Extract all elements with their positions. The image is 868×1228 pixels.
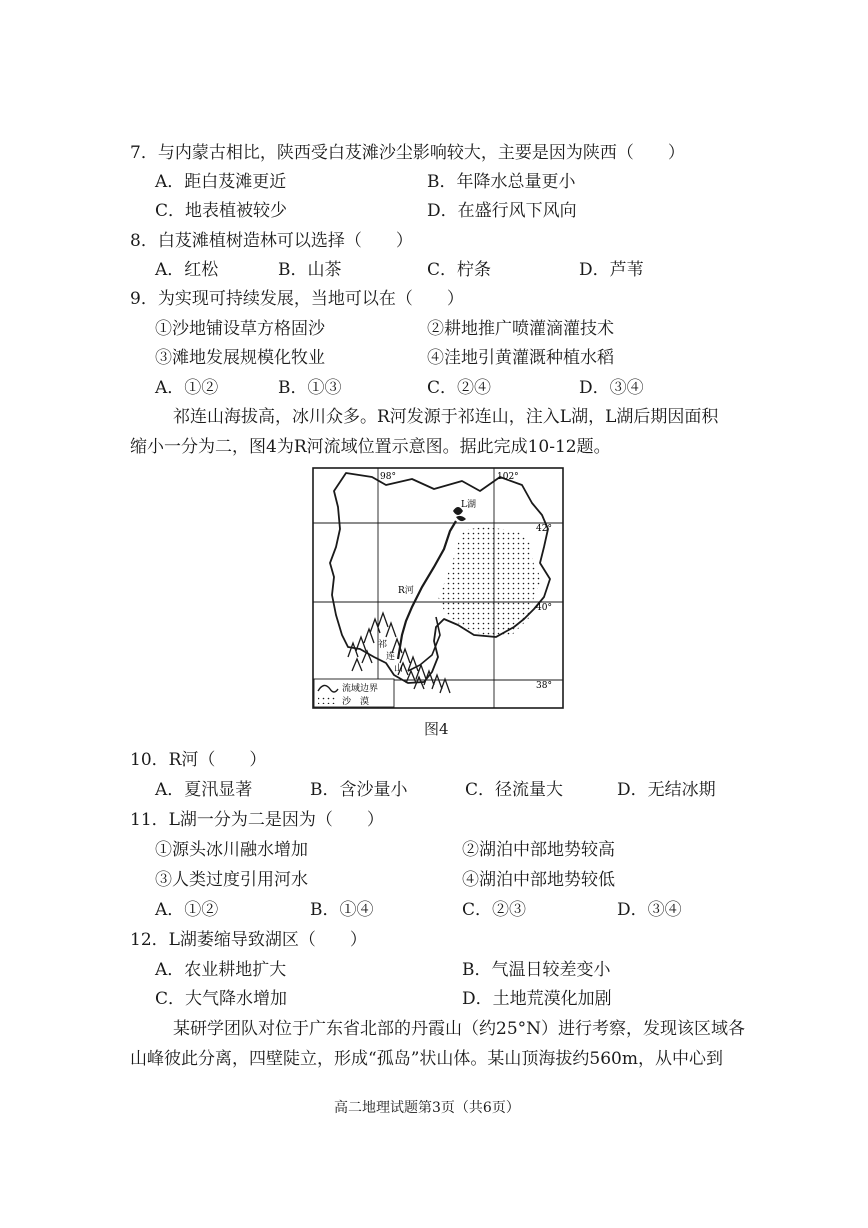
q11-statement-4: ④湖泊中部地势较低 xyxy=(462,870,615,890)
q10-option-b: B．含沙量小 xyxy=(310,780,408,800)
q11-option-d: D．③④ xyxy=(617,900,682,920)
q7-option-d: D．在盛行风下风向 xyxy=(427,201,577,221)
q12-option-d: D．土地荒漠化加剧 xyxy=(462,989,612,1009)
q9-statement-2: ②耕地推广喷灌滴灌技术 xyxy=(427,319,614,339)
q12-stem: 12．L湖萎缩导致湖区（ ） xyxy=(130,930,367,950)
passage1-line2: 缩小一分为二，图4为R河流域位置示意图。据此完成10-12题。 xyxy=(130,437,611,457)
lat-label-38: 38° xyxy=(536,681,552,691)
lon-label-98: 98° xyxy=(380,472,396,482)
passage2-line1: 某研学团队对位于广东省北部的丹霞山（约25°N）进行考察，发现该区域各 xyxy=(173,1019,746,1039)
q12-option-a: A．农业耕地扩大 xyxy=(155,960,287,980)
figure-caption: 图4 xyxy=(424,720,449,738)
q10-stem: 10．R河（ ） xyxy=(130,750,267,770)
q7-option-a: A．距白芨滩更近 xyxy=(155,172,287,192)
q12-option-b: B．气温日较差变小 xyxy=(462,960,611,980)
legend-desert-label: 沙 漠 xyxy=(342,697,370,707)
q7-stem: 7．与内蒙古相比，陕西受白芨滩沙尘影响较大，主要是因为陕西（ ） xyxy=(130,143,685,163)
q9-option-d: D．③④ xyxy=(579,378,644,398)
river-basin-map xyxy=(312,467,564,709)
q9-statement-4: ④洼地引黄灌溉种植水稻 xyxy=(427,348,614,368)
mountain-label-1: 祁 xyxy=(378,640,388,650)
q11-option-b: B．①④ xyxy=(310,900,374,920)
q8-option-a: A．红松 xyxy=(155,260,219,280)
q11-option-c: C．②③ xyxy=(462,900,527,920)
q7-option-c: C．地表植被较少 xyxy=(155,201,288,221)
lon-label-102: 102° xyxy=(497,472,519,482)
q12-option-c: C．大气降水增加 xyxy=(155,989,288,1009)
q10-option-a: A．夏汛显著 xyxy=(155,780,253,800)
q10-option-d: D．无结冰期 xyxy=(617,780,716,800)
q8-stem: 8．白芨滩植树造林可以选择（ ） xyxy=(130,231,413,251)
q9-statement-1: ①沙地铺设草方格固沙 xyxy=(155,319,325,339)
q11-statement-3: ③人类过度引用河水 xyxy=(155,870,308,890)
mountain-label-3: 山 xyxy=(394,664,404,674)
passage2-line2: 山峰彼此分离，四壁陡立，形成“孤岛”状山体。某山顶海拔约560m，从中心到 xyxy=(130,1049,723,1069)
passage1-line1: 祁连山海拔高，冰川众多。R河发源于祁连山，注入L湖，L湖后期因面积 xyxy=(173,407,719,427)
legend-boundary-label: 流域边界 xyxy=(342,684,379,694)
q9-option-b: B．①③ xyxy=(278,378,342,398)
mountain-label-2: 连 xyxy=(386,652,396,662)
legend-desert-symbol xyxy=(318,695,336,704)
q10-option-c: C．径流量大 xyxy=(465,780,564,800)
r-river-label: R河 xyxy=(398,586,414,596)
q11-option-a: A．①② xyxy=(155,900,219,920)
l-lake-label: L湖 xyxy=(461,500,476,510)
q7-option-b: B．年降水总量更小 xyxy=(427,172,576,192)
q9-stem: 9．为实现可持续发展，当地可以在（ ） xyxy=(130,289,464,309)
q11-statement-1: ①源头冰川融水增加 xyxy=(155,840,308,860)
q8-option-b: B．山茶 xyxy=(278,260,342,280)
q9-statement-3: ③滩地发展规模化牧业 xyxy=(155,348,325,368)
q9-option-c: C．②④ xyxy=(427,378,492,398)
q8-option-c: C．柠条 xyxy=(427,260,492,280)
q9-option-a: A．①② xyxy=(155,378,219,398)
q11-statement-2: ②湖泊中部地势较高 xyxy=(462,840,615,860)
q11-stem: 11．L湖一分为二是因为（ ） xyxy=(130,810,384,830)
lat-label-42: 42° xyxy=(536,524,552,534)
q8-option-d: D．芦苇 xyxy=(579,260,644,280)
page-footer: 高二地理试题第3页（共6页） xyxy=(334,1100,520,1116)
lat-label-40: 40° xyxy=(536,603,552,613)
